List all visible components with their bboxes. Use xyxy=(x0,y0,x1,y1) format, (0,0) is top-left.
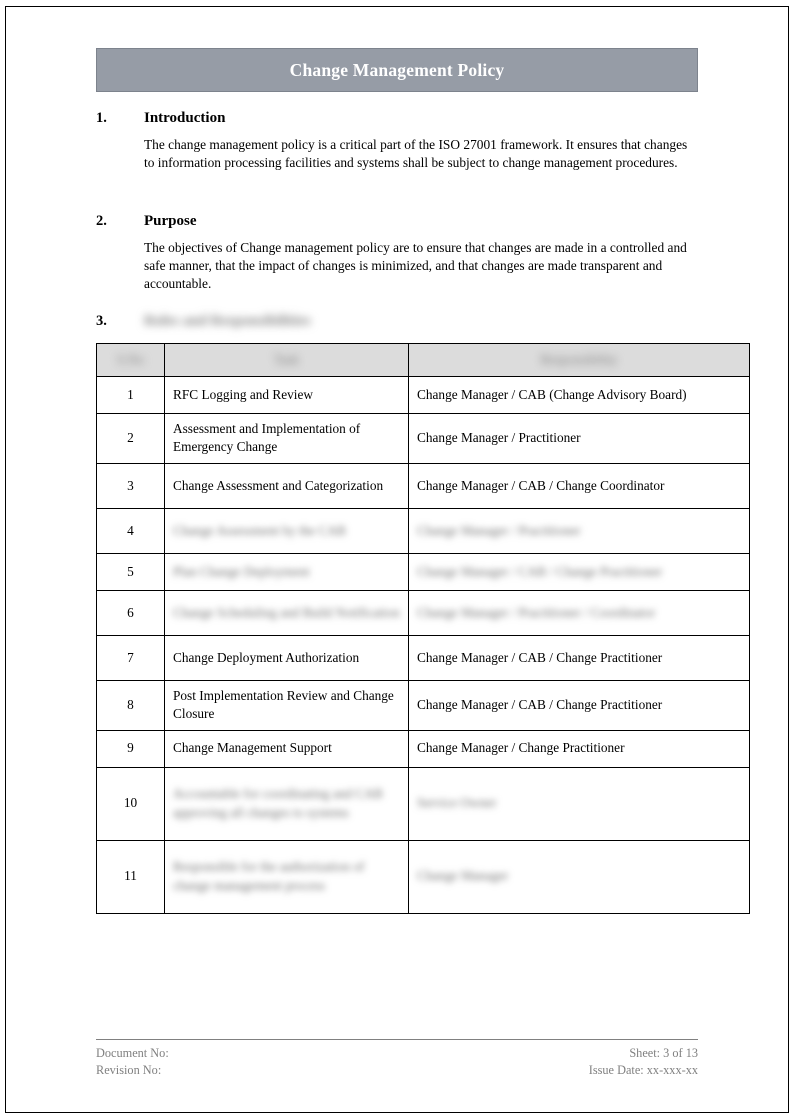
row-number: 7 xyxy=(97,635,165,680)
row-task: Assessment and Implementation of Emergency Change xyxy=(165,414,409,464)
table-row xyxy=(97,414,750,464)
section-heading xyxy=(96,313,698,330)
table-row xyxy=(97,508,750,553)
row-responsibility-label: Change Manager xyxy=(417,868,509,884)
row-task: RFC Logging and Review xyxy=(165,377,409,414)
column-header-responsibility xyxy=(409,344,750,377)
row-task: Change Management Support xyxy=(165,730,409,767)
table-row xyxy=(97,463,750,508)
row-number: 4 xyxy=(97,508,165,553)
table-row xyxy=(97,767,750,840)
section-title: Purpose xyxy=(144,213,197,229)
row-number: 8 xyxy=(97,680,165,730)
column-header-no-label: S.No xyxy=(117,351,144,367)
row-number: 10 xyxy=(97,767,165,840)
row-task-redacted xyxy=(165,840,409,913)
row-responsibility: Change Manager / Practitioner xyxy=(409,414,750,464)
row-number: 3 xyxy=(97,463,165,508)
table-row xyxy=(97,635,750,680)
column-header-responsibility-label: Responsibility xyxy=(540,351,618,367)
issue-date: Issue Date: xx-xxx-xx xyxy=(588,1062,698,1077)
table-row xyxy=(97,730,750,767)
row-task: Post Implementation Review and Change Closure xyxy=(165,680,409,730)
column-header-task xyxy=(165,344,409,377)
row-responsibility: Change Manager / CAB (Change Advisory Board) xyxy=(409,377,750,414)
page-title: Change Management Policy xyxy=(289,59,505,80)
table-row xyxy=(97,590,750,635)
row-responsibility-label: Change Manager / CAB / Change Practitioner xyxy=(417,563,663,579)
row-responsibility: Change Manager / CAB / Change Practitioner xyxy=(409,680,750,730)
row-responsibility: Change Manager / Change Practitioner xyxy=(409,730,750,767)
row-number: 11 xyxy=(97,840,165,913)
table-body xyxy=(97,377,750,914)
row-task-label: Change Scheduling and Build Notification xyxy=(173,604,400,620)
footer-row-bottom xyxy=(96,1062,698,1079)
table-row xyxy=(97,553,750,590)
table-header-row xyxy=(97,344,750,377)
row-task-label: Change Assessment by the CAB xyxy=(173,522,346,538)
page-footer xyxy=(96,1039,698,1078)
section-number: 3. xyxy=(96,313,107,329)
row-responsibility-label: Change Manager / Practitioner xyxy=(417,522,581,538)
section-number: 1. xyxy=(96,110,107,126)
sheet-number: Sheet: 3 of 13 xyxy=(629,1046,698,1060)
row-responsibility-redacted xyxy=(409,508,750,553)
section-body-text: The change management policy is a critical part of the ISO 27001 framework. It ensures that changes to information processing facilities and systems shall be subject to change management procedures. xyxy=(144,137,688,171)
responsibility-table xyxy=(96,343,750,914)
column-header-no xyxy=(97,344,165,377)
section-roles-responsibilities xyxy=(96,313,698,330)
footer-row-top xyxy=(96,1045,698,1062)
section-introduction xyxy=(96,110,698,172)
row-responsibility: Change Manager / CAB / Change Coordinator xyxy=(409,463,750,508)
row-responsibility-redacted xyxy=(409,553,750,590)
row-task-redacted xyxy=(165,508,409,553)
section-purpose xyxy=(96,213,698,294)
row-number: 6 xyxy=(97,590,165,635)
row-number: 1 xyxy=(97,377,165,414)
row-number: 5 xyxy=(97,553,165,590)
table-row xyxy=(97,377,750,414)
row-task-label: Accountable for coordinating and CAB approving all changes to systems xyxy=(173,786,383,820)
row-task: Change Assessment and Categorization xyxy=(165,463,409,508)
section-body-text: The objectives of Change management policy are to ensure that changes are made in a controlled and safe manner, that the impact of changes is minimized, and that changes are made transparent and accountable. xyxy=(144,240,687,292)
document-title-banner xyxy=(96,48,698,92)
row-responsibility-label: Service Owner xyxy=(417,795,497,811)
row-task-label: Plan Change Deployment xyxy=(173,563,310,579)
row-number: 9 xyxy=(97,730,165,767)
row-task: Change Deployment Authorization xyxy=(165,635,409,680)
row-responsibility-redacted xyxy=(409,840,750,913)
document-no-label: Document No: xyxy=(96,1046,169,1060)
table-row xyxy=(97,840,750,913)
section-heading xyxy=(96,110,698,127)
row-task-label: Responsible for the authorization of change management process xyxy=(173,859,365,893)
table-header xyxy=(97,344,750,377)
row-responsibility-redacted xyxy=(409,767,750,840)
table-row xyxy=(97,680,750,730)
column-header-task-label: Task xyxy=(274,351,299,367)
row-task-redacted xyxy=(165,553,409,590)
section-number: 2. xyxy=(96,213,107,229)
section-title-redacted: Roles and Responsibilities xyxy=(144,313,311,329)
revision-no-label: Revision No: xyxy=(96,1062,162,1077)
row-responsibility-label: Change Manager / Practitioner / Coordinator xyxy=(417,604,656,620)
section-title: Introduction xyxy=(144,110,226,126)
row-number: 2 xyxy=(97,414,165,464)
row-task-redacted xyxy=(165,590,409,635)
row-task-redacted xyxy=(165,767,409,840)
row-responsibility: Change Manager / CAB / Change Practitioner xyxy=(409,635,750,680)
section-heading xyxy=(96,213,698,230)
row-responsibility-redacted xyxy=(409,590,750,635)
